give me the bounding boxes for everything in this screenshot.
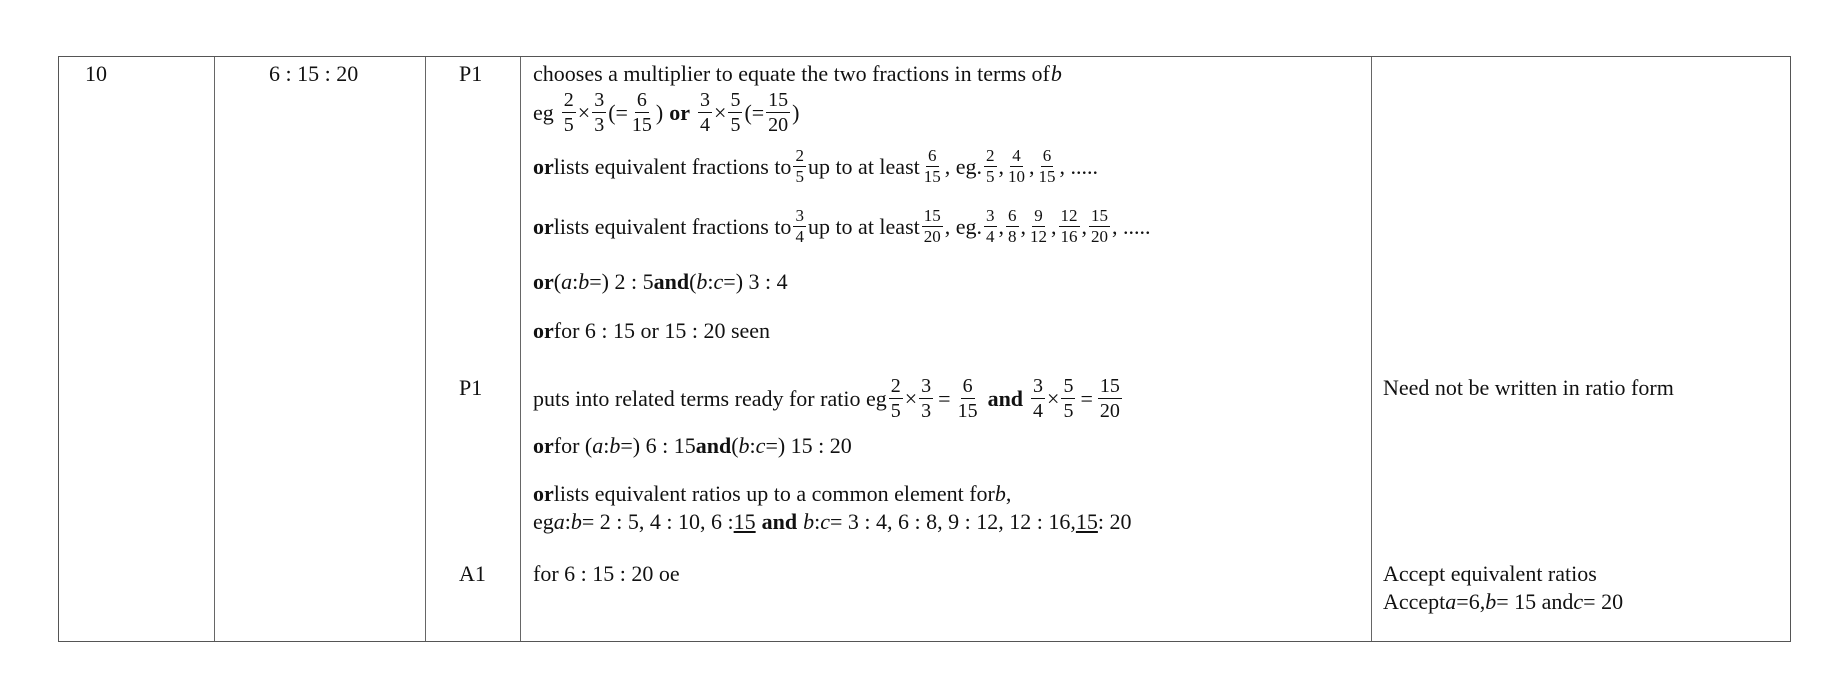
text-run: b	[994, 481, 1006, 506]
fraction	[956, 375, 980, 422]
text-run: lists equivalent fractions to	[553, 213, 792, 239]
text-run: or	[533, 153, 554, 179]
denominator: 5	[890, 400, 901, 422]
text-run: chooses a multiplier to equate the two fractions in terms of	[533, 61, 1050, 86]
text-run: or	[533, 269, 554, 294]
mark-label-p1-second: P1	[459, 375, 483, 400]
text-run: Need not be written in ratio form	[1383, 375, 1674, 400]
fraction	[1089, 207, 1110, 246]
column-divider	[1371, 57, 1372, 641]
fraction	[922, 147, 943, 186]
fraction	[889, 375, 903, 422]
text-run: c	[1573, 589, 1584, 614]
p1-equivalent-fractions-3-4	[533, 207, 1151, 246]
text-run: =	[938, 385, 951, 411]
p1-equivalent-fractions-2-5	[533, 147, 1098, 186]
denominator: 4	[700, 114, 711, 136]
numerator: 3	[594, 89, 605, 111]
text-run: :	[572, 269, 579, 294]
text-run: a	[553, 509, 565, 534]
mark-scheme-column	[533, 57, 1363, 637]
p1-ratio-alternative	[533, 269, 788, 295]
text-run: a	[592, 433, 604, 458]
numerator: 15	[923, 206, 941, 225]
text-run: ,	[998, 213, 1005, 239]
text-run: , .....	[1112, 213, 1151, 239]
fraction	[562, 89, 576, 136]
fraction	[793, 147, 806, 186]
text-run: up to at least	[807, 213, 920, 239]
column-divider	[214, 57, 215, 641]
mark-label-p1: P1	[459, 61, 483, 86]
numerator: 4	[1012, 146, 1021, 165]
numerator: 3	[1033, 375, 1044, 397]
column-divider	[520, 57, 521, 641]
text-run: for 6 : 15 : 20 oe	[533, 561, 680, 586]
text-run: ,	[1020, 213, 1027, 239]
text-run: a	[1445, 589, 1457, 614]
numerator: 5	[1063, 375, 1074, 397]
text-run: (	[553, 269, 562, 294]
text-run: or	[533, 433, 554, 458]
text-run: =) 6 : 15	[620, 433, 696, 458]
numerator: 6	[928, 146, 937, 165]
text-run: eg	[533, 99, 554, 125]
note-ratio-form	[1383, 375, 1674, 401]
numerator: 15	[1091, 206, 1109, 225]
text-run: or	[533, 213, 554, 239]
text-run: ×	[714, 99, 727, 125]
fraction	[1006, 207, 1019, 246]
p1-example	[533, 89, 800, 136]
fraction	[1061, 375, 1075, 422]
answer-cell: 6 : 15 : 20	[269, 61, 359, 86]
numerator: 2	[890, 375, 901, 397]
denominator: 16	[1060, 227, 1078, 246]
text-run: ,	[1029, 153, 1035, 179]
text-run: 15	[1075, 509, 1098, 534]
fraction	[698, 89, 712, 136]
text-run: b	[609, 433, 621, 458]
numerator: 3	[700, 89, 711, 111]
column-divider	[425, 57, 426, 641]
fraction	[1059, 207, 1080, 246]
text-run: = 3 : 4, 6 : 8, 9 : 12, 12 : 16,	[830, 509, 1076, 534]
fraction	[592, 89, 606, 136]
denominator: 5	[730, 114, 741, 136]
denominator: 4	[795, 227, 804, 246]
denominator: 20	[768, 114, 789, 136]
text-run: and	[761, 509, 798, 534]
text-run: up to at least	[807, 153, 920, 179]
text-run: c	[755, 433, 766, 458]
text-run: =) 2 : 5	[589, 269, 654, 294]
text-run: puts into related terms ready for ratio eg	[533, 385, 887, 411]
text-run: and	[653, 269, 690, 294]
fraction	[1028, 207, 1049, 246]
text-run: b	[570, 509, 582, 534]
text-run: :	[749, 433, 756, 458]
text-run: , .....	[1059, 153, 1099, 179]
text-run: eg	[533, 509, 554, 534]
denominator: 20	[923, 227, 941, 246]
text-run: for 6 : 15 or 15 : 20 seen	[553, 318, 771, 343]
fraction	[922, 207, 943, 246]
text-run: = 2 : 5, 4 : 10, 6 :	[581, 509, 734, 534]
mark-label-a1: A1	[459, 561, 486, 586]
text-run: lists equivalent fractions to	[553, 153, 792, 179]
note-accept-values	[1383, 589, 1623, 615]
text-run: :	[603, 433, 610, 458]
text-run: for (	[553, 433, 593, 458]
text-run: :	[814, 509, 821, 534]
text-run: (	[689, 269, 697, 294]
fraction	[1098, 375, 1122, 422]
denominator: 15	[923, 167, 941, 186]
denominator: 20	[1091, 227, 1109, 246]
text-run: , eg.	[944, 213, 983, 239]
text-run: )	[655, 99, 664, 125]
fraction	[728, 89, 742, 136]
text-run: :	[707, 269, 714, 294]
a1-description	[533, 561, 680, 587]
denominator: 15	[631, 114, 652, 136]
p1-second-common-element	[533, 481, 1011, 507]
numerator: 3	[921, 375, 932, 397]
text-run: Accept	[1383, 589, 1446, 614]
text-run: ×	[1047, 385, 1060, 411]
text-run: ,	[1005, 481, 1012, 506]
text-run: lists equivalent ratios up to a common element for	[553, 481, 995, 506]
p1-description	[533, 61, 1062, 87]
notes-column	[1383, 57, 1783, 637]
text-run: , eg.	[944, 153, 983, 179]
p1-second-ratio	[533, 433, 852, 459]
numerator: 3	[986, 206, 995, 225]
text-run: (=	[744, 99, 765, 125]
text-run: Accept equivalent ratios	[1383, 561, 1597, 586]
text-run: and	[695, 433, 732, 458]
denominator: 3	[594, 114, 605, 136]
denominator: 20	[1099, 400, 1120, 422]
text-run: ×	[904, 385, 918, 411]
numerator: 2	[986, 146, 995, 165]
denominator: 5	[986, 167, 995, 186]
fraction	[793, 207, 806, 246]
numerator: 5	[730, 89, 741, 111]
numerator: 3	[795, 206, 804, 225]
text-run: or	[533, 318, 554, 343]
text-run: b	[803, 509, 815, 534]
text-run: = 20	[1583, 589, 1624, 614]
denominator: 4	[986, 227, 995, 246]
fraction	[984, 147, 997, 186]
text-run: and	[987, 385, 1024, 411]
text-run: =	[1080, 385, 1093, 411]
numerator: 6	[1042, 146, 1052, 165]
mark-scheme-table	[58, 56, 1791, 642]
denominator: 10	[1008, 167, 1026, 186]
text-run: :	[564, 509, 571, 534]
denominator: 8	[1008, 227, 1017, 246]
fraction	[984, 207, 997, 246]
numerator: 6	[962, 375, 973, 397]
denominator: 12	[1030, 227, 1048, 246]
text-run: ,	[1081, 213, 1088, 239]
denominator: 5	[1063, 400, 1074, 422]
text-run: b	[696, 269, 708, 294]
text-run: b	[578, 269, 590, 294]
text-run: b	[738, 433, 750, 458]
fraction	[630, 89, 654, 136]
text-run: ,	[1051, 213, 1057, 239]
denominator: 5	[563, 114, 574, 136]
numerator: 15	[768, 89, 789, 111]
text-run: (	[731, 433, 739, 458]
text-run: )	[792, 99, 800, 125]
denominator: 3	[921, 400, 932, 422]
p1-second-example-ratios	[533, 509, 1132, 535]
text-run: b	[1485, 589, 1497, 614]
fraction	[919, 375, 933, 422]
p1-seen-alternative	[533, 318, 770, 344]
text-run: 15	[733, 509, 756, 534]
note-equivalent-ratios	[1383, 561, 1597, 587]
fraction	[766, 89, 790, 136]
numerator: 2	[795, 146, 804, 165]
numerator: 6	[636, 89, 647, 111]
text-run: : 20	[1097, 509, 1132, 534]
text-run: c	[713, 269, 724, 294]
text-run: a	[561, 269, 573, 294]
text-run: c	[820, 509, 831, 534]
text-run: ,	[998, 153, 1005, 179]
text-run: =) 15 : 20	[765, 433, 852, 458]
numerator: 6	[1008, 206, 1017, 225]
text-run: b	[1050, 61, 1062, 86]
text-run: = 15 and	[1496, 589, 1574, 614]
text-run: (=	[608, 99, 628, 125]
denominator: 15	[957, 400, 978, 422]
numerator: 9	[1034, 206, 1043, 225]
fraction	[1031, 375, 1045, 422]
p1-second-description	[533, 375, 1124, 422]
text-run: =) 3 : 4	[723, 269, 788, 294]
numerator: 12	[1060, 206, 1078, 225]
question-number: 10	[85, 61, 107, 86]
denominator: 5	[795, 167, 804, 186]
denominator: 4	[1033, 400, 1044, 422]
text-run: or	[669, 99, 691, 125]
numerator: 15	[1099, 375, 1120, 397]
text-run: =6,	[1456, 589, 1486, 614]
denominator: 15	[1038, 167, 1056, 186]
text-run: ×	[577, 99, 591, 125]
numerator: 2	[563, 89, 574, 111]
fraction	[1006, 147, 1027, 186]
text-run: or	[533, 481, 554, 506]
fraction	[1037, 147, 1058, 186]
